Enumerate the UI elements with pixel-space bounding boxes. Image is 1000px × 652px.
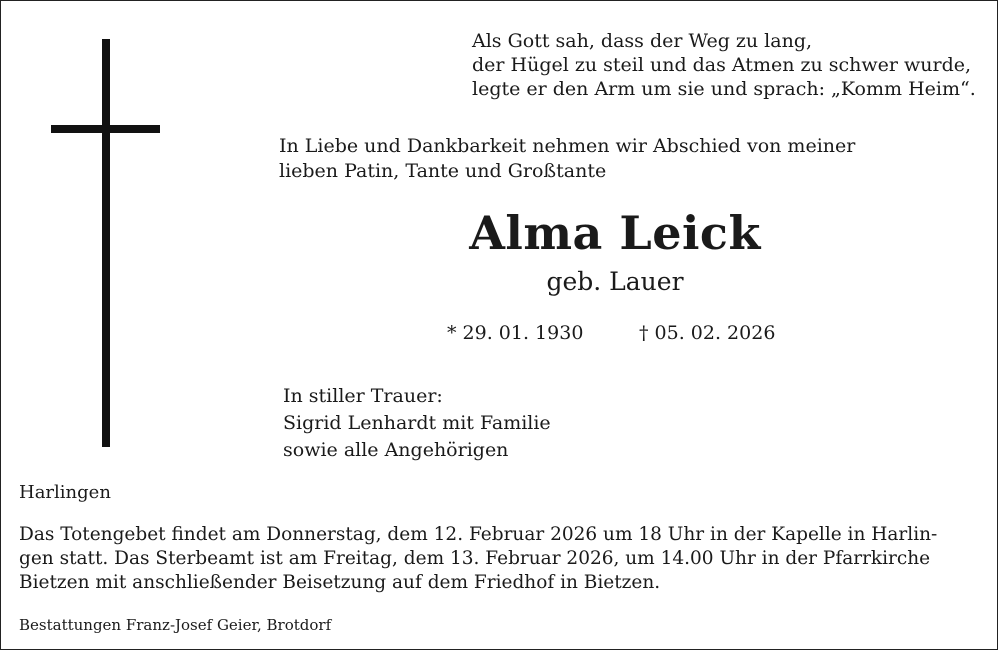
maiden-name: geb. Lauer — [546, 267, 684, 296]
notice-line: Bietzen mit anschließender Beisetzung auf dem Friedhof in Bietzen. — [19, 572, 661, 593]
death-date: † 05. 02. 2026 — [639, 322, 776, 344]
mourners-line: In stiller Trauer: — [283, 385, 443, 407]
mourners — [283, 383, 551, 464]
intro-text — [279, 134, 855, 184]
cross-icon-bar — [51, 125, 160, 133]
town: Harlingen — [19, 482, 111, 503]
undertaker: Bestattungen Franz-Josef Geier, Brotdorf — [19, 616, 332, 634]
mourners-line: sowie alle Angehörigen — [283, 439, 509, 461]
mourners-line: Sigrid Lenhardt mit Familie — [283, 412, 551, 434]
funeral-notice — [19, 523, 969, 595]
birth-date: * 29. 01. 1930 — [447, 322, 584, 344]
poem-line: legte er den Arm um sie und sprach: „Komm Heim“. — [472, 78, 976, 100]
poem-line: Als Gott sah, dass der Weg zu lang, — [472, 30, 813, 52]
poem — [472, 29, 976, 101]
notice-line: gen statt. Das Sterbeamt ist am Freitag, dem 13. Februar 2026, um 14.00 Uhr in der Pfarrkirche — [19, 548, 931, 569]
notice-line: Das Totengebet findet am Donnerstag, dem 12. Februar 2026 um 18 Uhr in der Kapelle in Harlin- — [19, 524, 938, 545]
intro-line: lieben Patin, Tante und Großtante — [279, 160, 607, 182]
poem-line: der Hügel zu steil und das Atmen zu schwer wurde, — [472, 54, 972, 76]
deceased-name: Alma Leick — [469, 206, 761, 260]
intro-line: In Liebe und Dankbarkeit nehmen wir Abschied von meiner — [279, 135, 856, 157]
